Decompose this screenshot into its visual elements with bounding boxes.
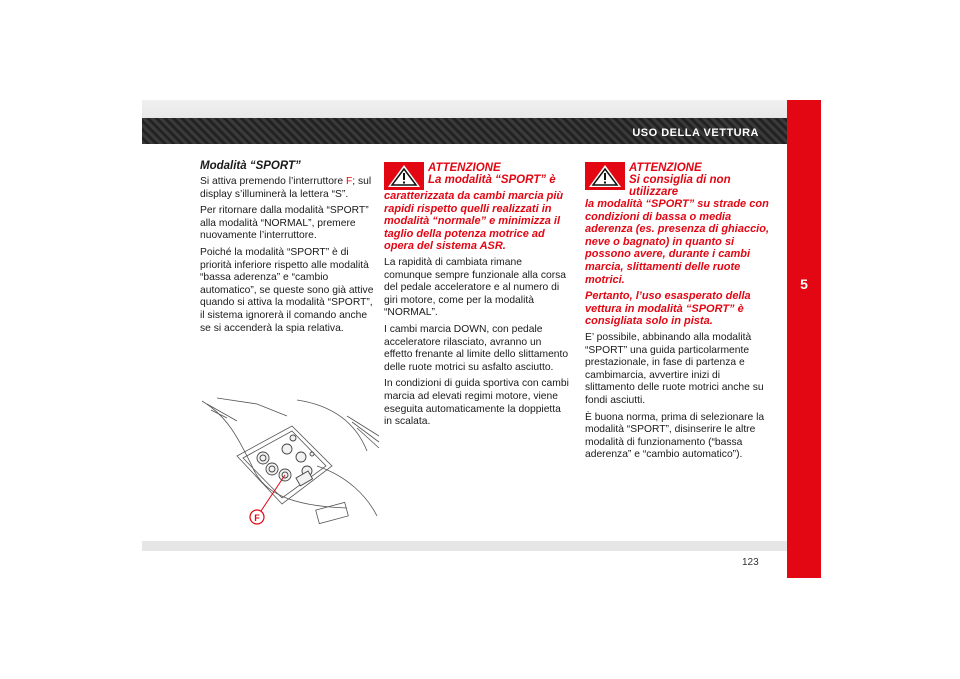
warning-header (384, 162, 570, 190)
warning-triangle-icon (384, 162, 424, 190)
paragraph: I cambi marcia DOWN, con pedale acceleratore rilasciato, avranno un effetto frenante al limite dello slittamento delle ruote motrici su asfalto asciutto. (384, 323, 569, 373)
paragraph (200, 176, 380, 201)
footer-band (142, 541, 787, 551)
warning-triangle-icon (585, 162, 625, 190)
warning-line: La modalità “SPORT” è (428, 174, 556, 186)
callout-label: F (254, 513, 260, 523)
switch-letter: F (345, 176, 353, 187)
warning-text: Pertanto, l’uso esasperato della vettura in modalità “SPORT” è consigliata solo in pista. (585, 290, 751, 328)
warning-title: ATTENZIONE (629, 162, 702, 174)
paragraph: È buona norma, prima di selezionare la modalità “SPORT”, disinserire le altre modalità di funzionamento (“bassa aderenza” e “cambio automatico”). (585, 411, 765, 461)
warning-title: ATTENZIONE (428, 162, 501, 174)
column-warning-surface (585, 162, 771, 466)
section-title: USO DELLA VETTURA (632, 127, 759, 139)
console-drawing (197, 396, 382, 531)
warning-text: la modalità “SPORT” su strade con condizioni di bassa o media aderenza (es. presenza di ghiaccio, neve o bagnato) in quanto si possono avere, durante i cambi marcia, slittamenti delle ruote motrici. (585, 198, 770, 286)
paragraph: La rapidità di cambiata rimane comunque sempre funzionale alla corsa del pedale acceleratore e al numero di giri motore, come per la modalità “NORMAL”. (384, 256, 567, 319)
text-run: ; sul display s’illuminerà la lettera “S”. (200, 176, 372, 200)
column-sport-mode (200, 160, 380, 339)
chapter-tab (787, 100, 821, 578)
header (142, 100, 787, 144)
warning-line: Si consiglia di non utilizzare (629, 174, 731, 198)
warning-header (585, 162, 771, 198)
paragraph: In condizioni di guida sportiva con cambi marcia ad elevati regimi motore, viene eseguita automaticamente la doppietta in scalata. (384, 378, 569, 428)
warning-text: caratterizzata da cambi marcia più rapidi rispetto quelli realizzati in modalità “normale” e minimizza il taglio della potenza motrice ad opera del sistema ASR. (384, 190, 564, 253)
paragraph: E’ possibile, abbinando alla modalità “SPORT” una guida particolarmente prestazionale, in fase di partenza e cambimarcia, avvertire inizi di slittamento delle ruote motrici anche su fondi asciutti. (585, 331, 764, 406)
console-illustration (197, 396, 382, 531)
warning-title-block (428, 162, 556, 190)
chapter-number: 5 (800, 276, 808, 292)
column-warning-sport (384, 162, 570, 433)
warning-title-block (629, 162, 771, 198)
paragraph: Poiché la modalità “SPORT” è di priorità inferiore rispetto alle modalità “bassa aderenza” e “cambio automatico”, se queste sono già attive quando si attiva la modalità “SPORT”, il sistema ignorerà il comando anche se si accenderà la spia relativa. (200, 246, 374, 334)
page-number: 123 (742, 557, 759, 568)
section-heading: Modalità “SPORT” (200, 160, 301, 172)
paragraph: Per ritornare dalla modalità “SPORT” alla modalità “NORMAL”, premere nuovamente l’interruttore. (200, 205, 369, 242)
text-run: Si attiva premendo l’interruttore (200, 176, 346, 187)
